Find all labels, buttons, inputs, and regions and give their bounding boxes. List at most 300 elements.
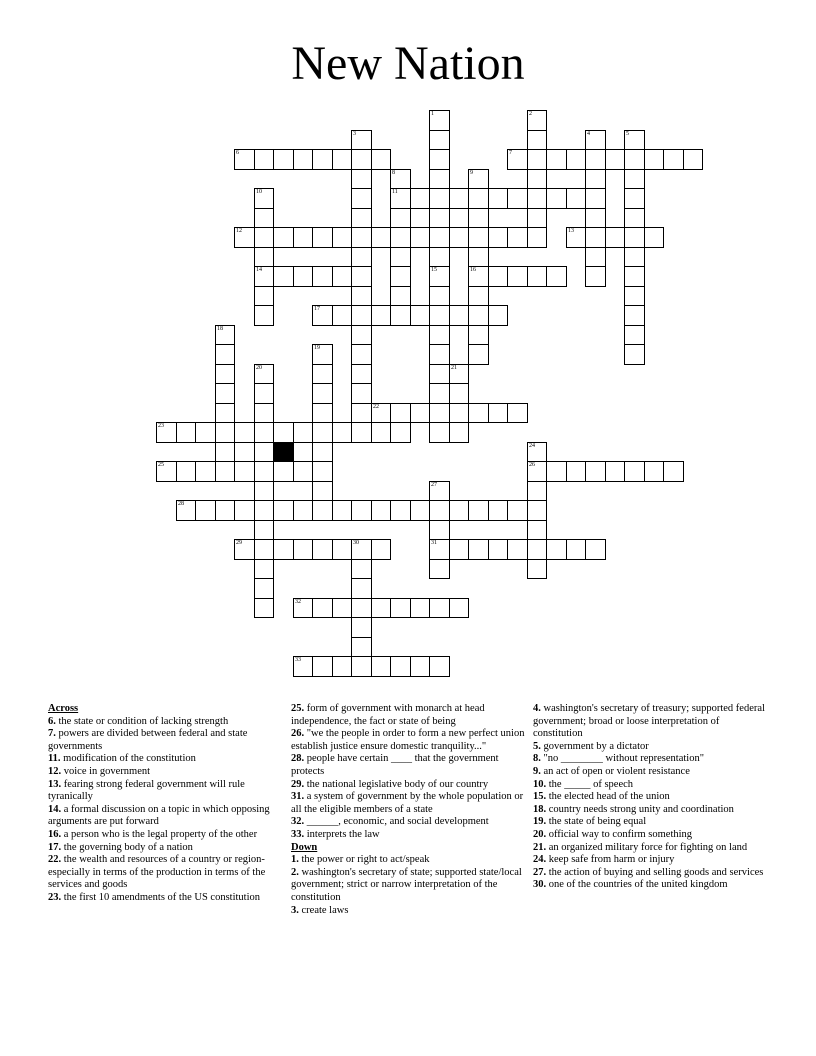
grid-cell[interactable]: [488, 539, 508, 560]
grid-cell[interactable]: [507, 539, 528, 560]
grid-cell[interactable]: [312, 481, 333, 501]
grid-cell[interactable]: [293, 461, 313, 482]
grid-cell[interactable]: [488, 305, 508, 326]
grid-cell[interactable]: [312, 344, 333, 365]
grid-cell[interactable]: [312, 403, 333, 423]
clue-text: form of government with monarch at head independence, the fact or state of being: [291, 703, 485, 727]
across-clue: [291, 728, 529, 753]
grid-cell[interactable]: [449, 227, 469, 248]
grid-cell[interactable]: [507, 227, 528, 248]
grid-cell[interactable]: [215, 403, 235, 423]
grid-cell[interactable]: [176, 422, 196, 443]
grid-cell[interactable]: [312, 500, 333, 521]
grid-cell[interactable]: [371, 227, 391, 248]
grid-cell[interactable]: [351, 617, 372, 638]
grid-cell[interactable]: [468, 286, 489, 306]
grid-cell[interactable]: [527, 559, 547, 579]
grid-cell[interactable]: [449, 364, 469, 384]
across-clue: [48, 892, 280, 905]
grid-cell[interactable]: [624, 188, 645, 209]
clue-number: 16.: [48, 828, 62, 840]
grid-cell[interactable]: [624, 286, 645, 306]
down-clue: [533, 753, 765, 766]
grid-cell[interactable]: [429, 656, 450, 677]
grid-cell[interactable]: [390, 403, 411, 423]
grid-cell[interactable]: [332, 422, 352, 443]
grid-cell[interactable]: [156, 422, 177, 443]
grid-cell[interactable]: [332, 266, 352, 287]
grid-cell[interactable]: [371, 500, 391, 521]
grid-cell[interactable]: [371, 422, 391, 443]
grid-cell[interactable]: [312, 364, 333, 384]
grid-cell[interactable]: [507, 403, 528, 423]
grid-cell[interactable]: [507, 266, 528, 287]
grid-cell[interactable]: [527, 461, 547, 482]
clue-text: voice in government: [61, 765, 151, 777]
grid-cell[interactable]: [410, 403, 430, 423]
grid-cell[interactable]: [332, 656, 352, 677]
grid-cell[interactable]: [351, 364, 372, 384]
grid-cell[interactable]: [527, 208, 547, 228]
grid-cell[interactable]: [254, 403, 274, 423]
grid-cell[interactable]: [390, 266, 411, 287]
grid-cell[interactable]: [488, 403, 508, 423]
grid-cell[interactable]: [312, 442, 333, 462]
grid-cell[interactable]: [585, 266, 606, 287]
grid-cell[interactable]: [624, 461, 645, 482]
grid-cell[interactable]: [371, 403, 391, 423]
grid-cell[interactable]: [254, 559, 274, 579]
grid-cell[interactable]: [390, 208, 411, 228]
grid-cell[interactable]: [254, 461, 274, 482]
grid-cell[interactable]: [527, 169, 547, 189]
grid-cell[interactable]: [429, 559, 450, 579]
grid-cell[interactable]: [468, 403, 489, 423]
grid-cell[interactable]: [585, 149, 606, 170]
grid-cell[interactable]: [351, 422, 372, 443]
grid-cell[interactable]: [351, 637, 372, 657]
grid-cell[interactable]: [527, 266, 547, 287]
grid-cell[interactable]: [585, 169, 606, 189]
grid-cell[interactable]: [254, 286, 274, 306]
grid-cell[interactable]: [351, 383, 372, 404]
grid-cell[interactable]: [234, 422, 255, 443]
clue-text: modification of the constitution: [60, 753, 196, 765]
grid-cell[interactable]: [527, 227, 547, 248]
grid-cell[interactable]: [332, 227, 352, 248]
grid-cell[interactable]: [507, 149, 528, 170]
clue-number: 5.: [533, 740, 541, 752]
clue-number: 25.: [291, 703, 305, 714]
grid-cell[interactable]: [468, 500, 489, 521]
grid-cell[interactable]: [371, 598, 391, 618]
grid-cell[interactable]: [585, 130, 606, 150]
grid-cell[interactable]: [468, 188, 489, 209]
grid-cell[interactable]: [215, 325, 235, 345]
grid-cell[interactable]: [312, 149, 333, 170]
grid-cell[interactable]: [273, 149, 294, 170]
grid-cell[interactable]: [215, 442, 235, 462]
grid-cell[interactable]: [410, 305, 430, 326]
grid-cell[interactable]: [527, 110, 547, 131]
grid-cell[interactable]: [215, 461, 235, 482]
grid-cell[interactable]: [449, 403, 469, 423]
grid-cell[interactable]: [254, 149, 274, 170]
grid-cell[interactable]: [624, 325, 645, 345]
grid-cell[interactable]: [507, 188, 528, 209]
grid-cell[interactable]: [371, 305, 391, 326]
grid-cell[interactable]: [507, 500, 528, 521]
grid-cell[interactable]: [273, 266, 294, 287]
grid-cell[interactable]: [215, 364, 235, 384]
grid-cell[interactable]: [351, 149, 372, 170]
grid-cell[interactable]: [429, 500, 450, 521]
grid-cell[interactable]: [429, 305, 450, 326]
grid-cell[interactable]: [605, 227, 625, 248]
grid-cell[interactable]: [546, 539, 567, 560]
grid-cell[interactable]: [312, 305, 333, 326]
grid-cell[interactable]: [410, 598, 430, 618]
grid-cell[interactable]: [429, 598, 450, 618]
grid-cell[interactable]: [566, 539, 586, 560]
grid-cell[interactable]: [254, 520, 274, 540]
clue-number: 31.: [291, 791, 305, 803]
cell-number: 5: [626, 131, 629, 137]
grid-cell[interactable]: [644, 227, 664, 248]
grid-cell[interactable]: [429, 266, 450, 287]
grid-cell[interactable]: [449, 500, 469, 521]
grid-cell[interactable]: [351, 266, 372, 287]
grid-cell[interactable]: [293, 656, 313, 677]
grid-cell[interactable]: [254, 188, 274, 209]
clue-number: 19.: [533, 816, 547, 828]
grid-cell[interactable]: [293, 149, 313, 170]
across-clue: [48, 842, 280, 855]
down-clue: [291, 854, 529, 867]
grid-cell[interactable]: [429, 169, 450, 189]
grid-cell[interactable]: [176, 500, 196, 521]
grid-cell[interactable]: [351, 500, 372, 521]
grid-cell[interactable]: [312, 383, 333, 404]
grid-cell[interactable]: [429, 383, 450, 404]
grid-cell[interactable]: [429, 422, 450, 443]
grid-cell[interactable]: [273, 227, 294, 248]
grid-cell[interactable]: [351, 559, 372, 579]
grid-cell[interactable]: [351, 169, 372, 189]
grid-cell[interactable]: [468, 266, 489, 287]
grid-cell[interactable]: [254, 578, 274, 599]
clue-number: 12.: [48, 765, 62, 777]
grid-cell[interactable]: [449, 305, 469, 326]
grid-cell[interactable]: [429, 481, 450, 501]
grid-cell[interactable]: [254, 247, 274, 267]
cell-number: 28: [178, 501, 184, 507]
grid-cell[interactable]: [566, 149, 586, 170]
grid-cell[interactable]: [293, 598, 313, 618]
grid-cell[interactable]: [527, 130, 547, 150]
grid-cell[interactable]: [312, 598, 333, 618]
clue-number: 2.: [291, 866, 299, 878]
grid-cell[interactable]: [390, 227, 411, 248]
grid-cell[interactable]: [390, 422, 411, 443]
grid-cell[interactable]: [254, 364, 274, 384]
grid-cell[interactable]: [351, 286, 372, 306]
grid-cell[interactable]: [468, 539, 489, 560]
grid-cell[interactable]: [215, 344, 235, 365]
grid-cell[interactable]: [293, 227, 313, 248]
grid-cell[interactable]: [410, 227, 430, 248]
grid-cell[interactable]: [312, 656, 333, 677]
grid-cell[interactable]: [429, 344, 450, 365]
grid-cell[interactable]: [429, 110, 450, 131]
grid-cell[interactable]: [390, 598, 411, 618]
grid-cell[interactable]: [624, 130, 645, 150]
grid-cell[interactable]: [566, 461, 586, 482]
grid-cell[interactable]: [195, 422, 216, 443]
grid-cell[interactable]: [254, 383, 274, 404]
grid-cell[interactable]: [624, 149, 645, 170]
down-clue: [291, 905, 529, 918]
grid-cell[interactable]: [429, 286, 450, 306]
grid-cell[interactable]: [566, 188, 586, 209]
grid-cell[interactable]: [663, 461, 684, 482]
grid-cell[interactable]: [254, 208, 274, 228]
grid-cell[interactable]: [429, 247, 450, 267]
grid-cell[interactable]: [351, 188, 372, 209]
grid-cell[interactable]: [605, 461, 625, 482]
grid-cell[interactable]: [566, 227, 586, 248]
grid-cell[interactable]: [176, 461, 196, 482]
grid-cell[interactable]: [429, 364, 450, 384]
grid-cell[interactable]: [371, 149, 391, 170]
grid-cell[interactable]: [449, 422, 469, 443]
grid-cell[interactable]: [605, 149, 625, 170]
grid-cell[interactable]: [429, 149, 450, 170]
grid-cell[interactable]: [332, 500, 352, 521]
clue-number: 1.: [291, 854, 299, 866]
clue-text: the state of being equal: [546, 816, 647, 828]
grid-cell[interactable]: [254, 598, 274, 618]
grid-cell[interactable]: [254, 266, 274, 287]
grid-cell[interactable]: [429, 539, 450, 560]
grid-cell[interactable]: [215, 500, 235, 521]
grid-cell[interactable]: [468, 305, 489, 326]
cell-number: 10: [256, 189, 262, 195]
grid-cell[interactable]: [254, 422, 274, 443]
grid-cell[interactable]: [527, 149, 547, 170]
across-clue: [291, 791, 529, 816]
grid-cell[interactable]: [390, 247, 411, 267]
grid-cell[interactable]: [468, 169, 489, 189]
grid-cell[interactable]: [429, 130, 450, 150]
grid-cell[interactable]: [527, 500, 547, 521]
grid-cell[interactable]: [624, 169, 645, 189]
grid-cell[interactable]: [254, 442, 274, 462]
grid-cell[interactable]: [254, 305, 274, 326]
grid-cell[interactable]: [488, 500, 508, 521]
grid-cell[interactable]: [624, 227, 645, 248]
grid-cell[interactable]: [429, 520, 450, 540]
grid-cell[interactable]: [488, 266, 508, 287]
grid-cell[interactable]: [273, 461, 294, 482]
grid-cell[interactable]: [468, 325, 489, 345]
grid-cell[interactable]: [546, 149, 567, 170]
grid-cell[interactable]: [254, 500, 274, 521]
clue-text: fearing strong federal government will rule tyranically: [48, 778, 245, 803]
cell-number: 2: [529, 111, 532, 117]
grid-cell[interactable]: [585, 188, 606, 209]
grid-cell[interactable]: [410, 656, 430, 677]
grid-cell[interactable]: [312, 461, 333, 482]
grid-cell[interactable]: [273, 500, 294, 521]
grid-cell[interactable]: [351, 325, 372, 345]
grid-cell[interactable]: [156, 461, 177, 482]
grid-cell[interactable]: [351, 227, 372, 248]
grid-cell[interactable]: [410, 500, 430, 521]
grid-cell[interactable]: [449, 539, 469, 560]
grid-cell[interactable]: [351, 208, 372, 228]
clue-number: 29.: [291, 778, 305, 790]
grid-cell[interactable]: [332, 539, 352, 560]
grid-cell[interactable]: [351, 305, 372, 326]
grid-cell[interactable]: [351, 598, 372, 618]
grid-cell[interactable]: [429, 188, 450, 209]
grid-cell[interactable]: [293, 539, 313, 560]
down-clue: [533, 829, 765, 842]
grid-cell[interactable]: [527, 481, 547, 501]
grid-cell[interactable]: [449, 598, 469, 618]
grid-cell[interactable]: [546, 461, 567, 482]
clue-number: 8.: [533, 753, 541, 765]
clue-column-3: [533, 703, 765, 892]
clue-column-2: [291, 703, 529, 917]
grid-cell[interactable]: [234, 149, 255, 170]
grid-cell[interactable]: [351, 130, 372, 150]
grid-cell[interactable]: [254, 539, 274, 560]
grid-cell[interactable]: [351, 578, 372, 599]
grid-cell[interactable]: [195, 461, 216, 482]
grid-cell[interactable]: [234, 461, 255, 482]
grid-cell[interactable]: [332, 149, 352, 170]
grid-cell[interactable]: [624, 208, 645, 228]
clue-number: 6.: [48, 715, 56, 727]
grid-cell[interactable]: [468, 227, 489, 248]
grid-cell[interactable]: [527, 188, 547, 209]
grid-cell[interactable]: [644, 461, 664, 482]
grid-cell[interactable]: [585, 247, 606, 267]
grid-cell[interactable]: [390, 500, 411, 521]
clue-text: interprets the law: [304, 828, 380, 840]
grid-cell[interactable]: [449, 383, 469, 404]
grid-cell[interactable]: [488, 227, 508, 248]
clue-number: 14.: [48, 803, 62, 815]
grid-cell[interactable]: [663, 149, 684, 170]
grid-cell[interactable]: [683, 149, 703, 170]
grid-cell[interactable]: [429, 227, 450, 248]
grid-cell[interactable]: [429, 403, 450, 423]
grid-cell[interactable]: [312, 539, 333, 560]
grid-cell[interactable]: [390, 305, 411, 326]
clue-text: the _____ of speech: [546, 778, 634, 790]
grid-cell[interactable]: [273, 422, 294, 443]
grid-cell[interactable]: [644, 149, 664, 170]
clue-text: washington's secretary of state; supported state/local government; strict or narrow interpretation of the constitution: [291, 866, 522, 903]
across-clue: [48, 829, 280, 842]
grid-cell[interactable]: [390, 188, 411, 209]
clue-text: the action of buying and selling goods and services: [546, 866, 764, 878]
grid-cell[interactable]: [234, 227, 255, 248]
grid-cell[interactable]: [293, 500, 313, 521]
grid-cell[interactable]: [624, 305, 645, 326]
grid-cell[interactable]: [254, 481, 274, 501]
grid-cell[interactable]: [293, 422, 313, 443]
grid-cell[interactable]: [624, 344, 645, 365]
grid-cell[interactable]: [293, 266, 313, 287]
grid-cell[interactable]: [351, 539, 372, 560]
grid-cell[interactable]: [351, 344, 372, 365]
grid-cell[interactable]: [527, 520, 547, 540]
down-clue: [533, 791, 765, 804]
grid-cell[interactable]: [624, 266, 645, 287]
grid-cell[interactable]: [390, 656, 411, 677]
grid-cell[interactable]: [351, 403, 372, 423]
grid-cell[interactable]: [351, 247, 372, 267]
cell-number: 30: [353, 540, 359, 546]
grid-cell[interactable]: [312, 266, 333, 287]
grid-cell[interactable]: [371, 539, 391, 560]
grid-cell[interactable]: [195, 500, 216, 521]
grid-cell[interactable]: [585, 227, 606, 248]
grid-cell[interactable]: [546, 266, 567, 287]
clue-text: a system of government by the whole population or all the eligible members of a state: [291, 791, 524, 815]
grid-cell[interactable]: [332, 305, 352, 326]
grid-cell[interactable]: [390, 286, 411, 306]
grid-cell[interactable]: [468, 247, 489, 267]
grid-cell[interactable]: [371, 656, 391, 677]
grid-cell[interactable]: [351, 656, 372, 677]
clue-text: "we the people in order to form a new perfect union establish justice ensure domestic tranquility...": [291, 728, 525, 752]
grid-cell[interactable]: [585, 208, 606, 228]
cell-number: 15: [431, 267, 437, 273]
grid-cell[interactable]: [332, 598, 352, 618]
down-clue: [291, 867, 529, 905]
clue-text: washington's secretary of treasury; supported federal government; broad or loose interpretation of constitution: [533, 703, 765, 740]
grid-cell[interactable]: [234, 539, 255, 560]
grid-cell[interactable]: [390, 169, 411, 189]
grid-cell[interactable]: [429, 208, 450, 228]
grid-cell[interactable]: [429, 325, 450, 345]
grid-cell[interactable]: [468, 208, 489, 228]
grid-cell[interactable]: [468, 344, 489, 365]
grid-cell[interactable]: [527, 442, 547, 462]
grid-cell[interactable]: [215, 422, 235, 443]
grid-cell[interactable]: [234, 500, 255, 521]
grid-cell[interactable]: [488, 188, 508, 209]
grid-cell[interactable]: [585, 461, 606, 482]
grid-cell[interactable]: [410, 188, 430, 209]
grid-cell[interactable]: [254, 227, 274, 248]
grid-cell[interactable]: [312, 422, 333, 443]
grid-cell[interactable]: [215, 383, 235, 404]
grid-cell[interactable]: [624, 247, 645, 267]
grid-cell[interactable]: [527, 539, 547, 560]
grid-cell[interactable]: [585, 539, 606, 560]
grid-cell[interactable]: [273, 539, 294, 560]
grid-cell[interactable]: [312, 227, 333, 248]
grid-cell[interactable]: [449, 188, 469, 209]
grid-cell[interactable]: [546, 188, 567, 209]
clue-text: an act of open or violent resistance: [540, 765, 690, 777]
